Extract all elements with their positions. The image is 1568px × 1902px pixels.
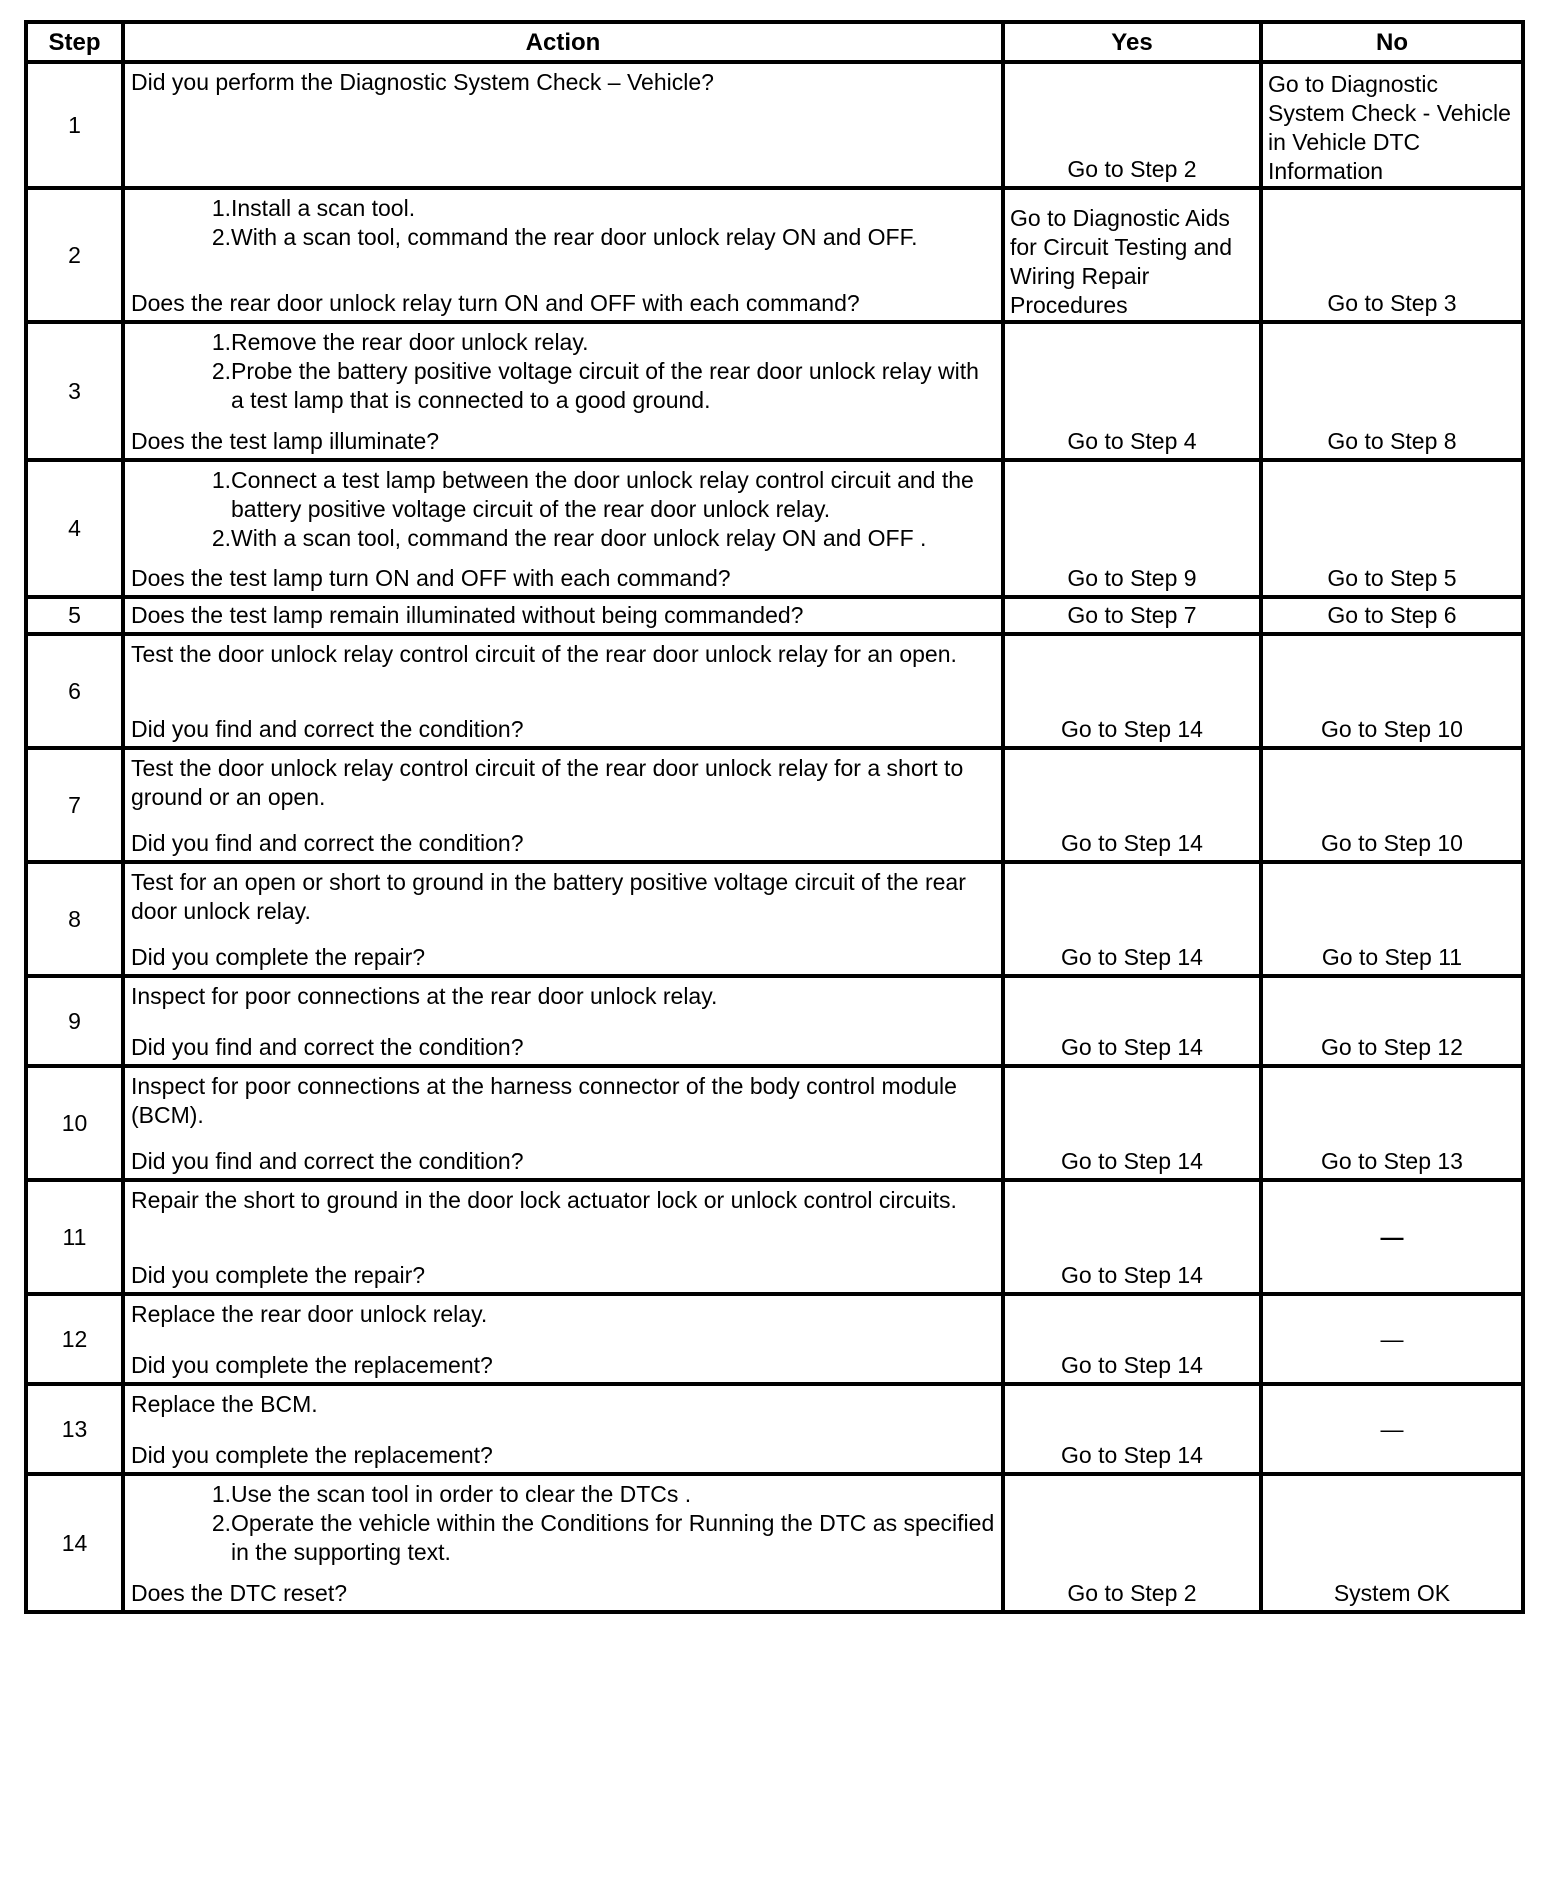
no-text: System OK: [1333, 1580, 1451, 1606]
diagnostic-table: [24, 20, 1525, 1614]
yes-text: Go to Step 14: [1061, 1352, 1203, 1378]
action-cell: [123, 1066, 1003, 1180]
step-number: 4: [26, 460, 123, 597]
yes-text: Go to Step 9: [1067, 565, 1197, 591]
action-text: Test for an open or short to ground in the battery positive voltage circuit of the rear door unlock relay.: [131, 869, 966, 924]
action-step-item: 1. Install a scan tool.: [211, 195, 416, 221]
no-text: Go to Step 13: [1321, 1148, 1463, 1174]
action-question: Did you complete the repair?: [131, 1262, 426, 1288]
action-text: Repair the short to ground in the door lock actuator lock or unlock control circuits.: [131, 1187, 957, 1213]
action-question: Does the DTC reset?: [131, 1580, 348, 1606]
header-row: [26, 22, 1523, 62]
step-number: 5: [26, 597, 123, 634]
action-cell: [123, 1294, 1003, 1384]
yes-text: Go to Step 14: [1061, 1262, 1203, 1288]
action-text: Inspect for poor connections at the harness connector of the body control module (BCM).: [131, 1073, 957, 1128]
step-number: 3: [26, 322, 123, 460]
header-step: Step: [26, 22, 123, 62]
action-cell: [123, 748, 1003, 862]
action-text: Did you perform the Diagnostic System Check – Vehicle?: [131, 69, 714, 95]
yes-cell: [1003, 62, 1261, 188]
yes-cell: [1003, 1474, 1261, 1612]
step-number: 14: [26, 1474, 123, 1612]
no-text: Go to Step 12: [1321, 1034, 1463, 1060]
yes-text: Go to Step 14: [1061, 1034, 1203, 1060]
table-row: [26, 188, 1523, 322]
no-text: Go to Step 10: [1321, 830, 1463, 856]
step-number: 6: [26, 634, 123, 748]
action-cell: [123, 1180, 1003, 1294]
table-row: [26, 862, 1523, 976]
action-question: Did you complete the repair?: [131, 944, 426, 970]
no-text: Go to Step 3: [1327, 290, 1457, 316]
action-cell: [123, 862, 1003, 976]
action-question: Does the rear door unlock relay turn ON and OFF with each command?: [131, 290, 860, 316]
action-question: Did you find and correct the condition?: [131, 830, 524, 856]
action-step-item: 2. With a scan tool, command the rear door unlock relay ON and OFF.: [211, 224, 918, 250]
no-cell: [1261, 62, 1523, 188]
action-question: Did you find and correct the condition?: [131, 716, 524, 742]
no-cell: [1261, 322, 1523, 460]
action-question: Did you complete the replacement?: [131, 1442, 493, 1468]
no-cell: [1261, 976, 1523, 1066]
action-cell: [123, 597, 1003, 634]
no-cell: [1261, 862, 1523, 976]
action-text: Inspect for poor connections at the rear door unlock relay.: [131, 983, 718, 1009]
action-cell: [123, 976, 1003, 1066]
yes-text: Go to Diagnostic Aids for Circuit Testing and Wiring Repair Procedures: [1010, 205, 1233, 318]
step-number: 9: [26, 976, 123, 1066]
yes-text: Go to Step 14: [1061, 1148, 1203, 1174]
no-cell: [1261, 748, 1523, 862]
no-cell: [1261, 1180, 1523, 1294]
table-row: [26, 322, 1523, 460]
no-text: —: [1380, 1325, 1404, 1352]
yes-cell: [1003, 1294, 1261, 1384]
yes-cell: [1003, 460, 1261, 597]
no-cell: [1261, 1384, 1523, 1474]
action-steps: [131, 1480, 997, 1567]
yes-cell: [1003, 1180, 1261, 1294]
no-cell: [1261, 460, 1523, 597]
table-row: [26, 748, 1523, 862]
action-cell: [123, 188, 1003, 322]
table-row: [26, 634, 1523, 748]
action-step-item: 1. Remove the rear door unlock relay.: [211, 329, 589, 355]
no-text: Go to Step 5: [1327, 565, 1457, 591]
step-number: 7: [26, 748, 123, 862]
action-text: Test the door unlock relay control circuit of the rear door unlock relay for an open.: [131, 641, 957, 667]
table-row: [26, 1474, 1523, 1612]
yes-cell: [1003, 1066, 1261, 1180]
action-cell: [123, 1384, 1003, 1474]
yes-text: Go to Step 14: [1061, 944, 1203, 970]
table-row: [26, 1384, 1523, 1474]
step-number: 11: [26, 1180, 123, 1294]
table-row: [26, 597, 1523, 634]
no-cell: [1261, 634, 1523, 748]
action-step-item: 2. Probe the battery positive voltage circuit of the rear door unlock relay with a test lamp that is connected to a good ground.: [211, 358, 979, 413]
no-cell: [1261, 1066, 1523, 1180]
action-step-item: 1. Use the scan tool in order to clear the DTCs .: [211, 1481, 692, 1507]
step-number: 8: [26, 862, 123, 976]
no-cell: [1261, 1294, 1523, 1384]
step-number: 2: [26, 188, 123, 322]
action-cell: [123, 634, 1003, 748]
yes-cell: [1003, 597, 1261, 634]
header-action: Action: [123, 22, 1003, 62]
action-cell: [123, 322, 1003, 460]
table-row: [26, 1180, 1523, 1294]
table-row: [26, 976, 1523, 1066]
action-question: Did you find and correct the condition?: [131, 1148, 524, 1174]
table-row: [26, 460, 1523, 597]
no-text: Go to Diagnostic System Check - Vehicle in Vehicle DTC Information: [1268, 71, 1511, 184]
action-question: Does the test lamp illuminate?: [131, 428, 440, 454]
no-text: Go to Step 10: [1321, 716, 1463, 742]
yes-cell: [1003, 634, 1261, 748]
step-number: 1: [26, 62, 123, 188]
no-cell: [1261, 1474, 1523, 1612]
yes-text: Go to Step 14: [1061, 830, 1203, 856]
step-number: 10: [26, 1066, 123, 1180]
yes-cell: [1003, 862, 1261, 976]
no-text: Go to Step 6: [1327, 602, 1457, 628]
yes-cell: [1003, 976, 1261, 1066]
header-no: No: [1261, 22, 1523, 62]
action-question: Does the test lamp turn ON and OFF with each command?: [131, 565, 731, 591]
action-cell: [123, 1474, 1003, 1612]
no-text: Go to Step 11: [1321, 944, 1463, 970]
yes-text: Go to Step 14: [1061, 1442, 1203, 1468]
yes-cell: [1003, 188, 1261, 322]
no-text: —: [1380, 1415, 1404, 1442]
yes-text: Go to Step 2: [1067, 1580, 1197, 1606]
no-text: Go to Step 8: [1327, 428, 1457, 454]
yes-text: Go to Step 7: [1067, 602, 1197, 628]
action-steps: [131, 466, 997, 553]
no-cell: [1261, 597, 1523, 634]
action-cell: [123, 62, 1003, 188]
action-text: Test the door unlock relay control circuit of the rear door unlock relay for a short to ground or an open.: [131, 755, 964, 810]
table-row: [26, 1066, 1523, 1180]
yes-cell: [1003, 322, 1261, 460]
action-step-item: 2. Operate the vehicle within the Conditions for Running the DTC as specified in the supporting text.: [211, 1510, 995, 1565]
yes-text: Go to Step 4: [1067, 428, 1197, 454]
action-question: Does the test lamp remain illuminated without being commanded?: [131, 602, 804, 628]
action-question: Did you find and correct the condition?: [131, 1034, 524, 1060]
table-row: [26, 1294, 1523, 1384]
action-steps: [131, 328, 997, 415]
action-cell: [123, 460, 1003, 597]
header-yes: Yes: [1003, 22, 1261, 62]
yes-text: Go to Step 2: [1067, 156, 1197, 182]
action-step-item: 1. Connect a test lamp between the door unlock relay control circuit and the battery positive voltage circuit of the rear door unlock relay.: [211, 467, 974, 522]
action-text: Replace the BCM.: [131, 1391, 318, 1417]
step-number: 12: [26, 1294, 123, 1384]
yes-cell: [1003, 1384, 1261, 1474]
no-cell: [1261, 188, 1523, 322]
step-number: 13: [26, 1384, 123, 1474]
no-text: —: [1380, 1223, 1404, 1250]
table-row: [26, 62, 1523, 188]
yes-cell: [1003, 748, 1261, 862]
action-steps: [131, 194, 997, 252]
action-text: Replace the rear door unlock relay.: [131, 1301, 488, 1327]
action-step-item: 2. With a scan tool, command the rear door unlock relay ON and OFF .: [211, 525, 927, 551]
yes-text: Go to Step 14: [1061, 716, 1203, 742]
action-question: Did you complete the replacement?: [131, 1352, 493, 1378]
